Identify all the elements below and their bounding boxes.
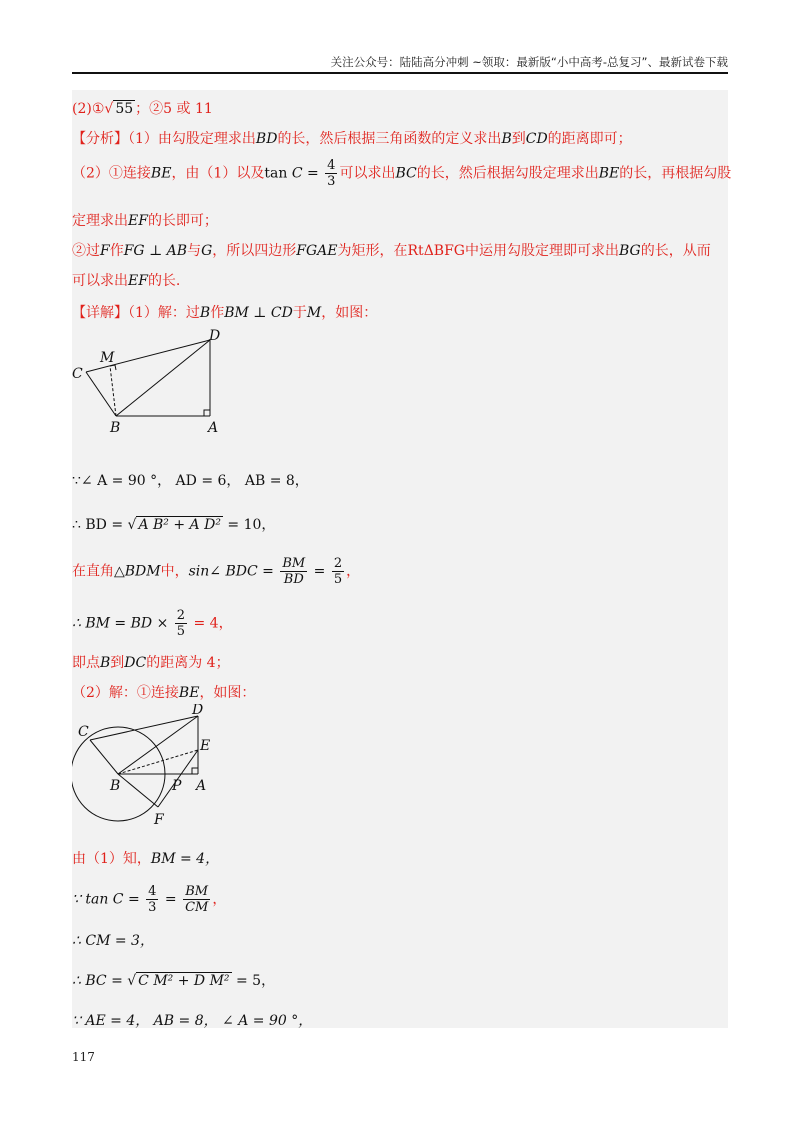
numerator: 4 xyxy=(327,158,336,173)
analysis-line-4 xyxy=(72,240,711,260)
text: （2）①连接 xyxy=(72,165,151,182)
math: EF xyxy=(128,273,148,289)
math: B xyxy=(100,655,111,671)
fig2-right-angle-a xyxy=(192,768,198,774)
step-9: ∴ CM = 3， xyxy=(72,933,154,949)
step-11: ∵ AE = 4， AB = 8， ∠ A = 90 °， xyxy=(72,1013,313,1029)
text: 的长，然后根据勾股定理求出 xyxy=(416,165,599,182)
denominator: CM xyxy=(185,900,209,915)
math: C xyxy=(291,165,303,182)
text: （1）解：过 xyxy=(128,305,200,321)
denominator: 3 xyxy=(148,900,157,915)
step-2: ∴ BD = √ A B² + A D² = 10， xyxy=(72,517,276,533)
fraction xyxy=(325,158,337,189)
header-rule xyxy=(72,72,728,74)
sqrt-content: A B² + A D² xyxy=(138,517,221,533)
text: 的长. xyxy=(147,273,181,289)
math: BG xyxy=(618,243,641,259)
step-4 xyxy=(72,608,233,639)
text: 的长即可； xyxy=(147,213,218,229)
math: FGAE xyxy=(296,243,338,259)
numerator: 2 xyxy=(176,608,186,623)
answer-sqrt-value: 55 xyxy=(115,101,134,117)
step-3 xyxy=(72,556,360,587)
text: 由（1）知， xyxy=(72,851,151,867)
math: ∵ tan C = xyxy=(72,891,145,908)
text: 在直角 xyxy=(72,563,114,580)
text: ∴ BD = xyxy=(72,517,128,533)
math: F xyxy=(100,243,110,259)
text: = 5， xyxy=(231,973,276,989)
text: 的距离即可； xyxy=(547,131,632,147)
fig2-label-d: D xyxy=(192,704,204,718)
text: 可以求出 xyxy=(72,273,128,289)
text: ，如图： xyxy=(321,305,378,321)
step-8 xyxy=(72,884,226,915)
fraction xyxy=(146,884,158,915)
step-1: ∵∠ A = 90 °， AD = 6， AB = 8， xyxy=(72,473,309,489)
page-number: 117 xyxy=(72,1050,95,1064)
step-10: ∴ BC = √ C M² + D M² = 5， xyxy=(72,973,276,989)
math: tan xyxy=(264,165,288,182)
analysis-line-3 xyxy=(72,210,218,230)
text: （1）由勾股定理求出 xyxy=(128,131,256,147)
text: 的长，再根据勾股 xyxy=(619,165,732,182)
math: B xyxy=(199,305,211,321)
fraction xyxy=(280,556,307,587)
numerator: BM xyxy=(183,884,210,900)
text: = 10， xyxy=(222,517,276,533)
detail-tag: 【详解】 xyxy=(72,305,128,321)
step-7 xyxy=(72,848,219,868)
text: 作 xyxy=(210,305,225,321)
text: 的长，然后根据三角函数的定义求出 xyxy=(277,131,502,147)
math: BC xyxy=(395,165,417,182)
math: B xyxy=(501,131,512,147)
text: 可以求出 xyxy=(339,165,396,182)
math: BM ⊥ CD xyxy=(224,305,293,321)
denominator: 5 xyxy=(333,572,343,587)
fig1-label-b: B xyxy=(110,420,121,436)
numerator: 4 xyxy=(148,884,157,899)
fraction xyxy=(332,556,344,587)
sqrt-content: C M² + D M² xyxy=(138,973,230,989)
math: G xyxy=(201,243,213,259)
figure-1-trapezoid xyxy=(72,328,252,436)
text: ， xyxy=(346,563,361,580)
page-header: 关注公众号：陆陆高分冲刺 ~领取：最新版“小中高考-总复习”、最新试卷下载 xyxy=(330,55,728,69)
math: sin∠ BDC = xyxy=(188,563,279,580)
fraction xyxy=(175,608,187,639)
sqrt-symbol: √ xyxy=(104,101,114,117)
math: BE xyxy=(150,165,172,182)
fig2-label-a: A xyxy=(196,778,207,794)
denominator: BD xyxy=(283,572,304,587)
text: 中， xyxy=(160,563,189,580)
fig1-line-bd xyxy=(116,340,210,416)
text: 作 xyxy=(109,243,124,259)
text: 于 xyxy=(292,305,307,321)
math: ΔBFG xyxy=(423,243,465,259)
denominator: 3 xyxy=(327,174,336,189)
fig1-label-m: M xyxy=(100,350,115,366)
fraction xyxy=(183,884,210,915)
text: （2）解：①连接 xyxy=(72,685,179,701)
fig2-label-p: P xyxy=(172,778,182,794)
text: 中运用勾股定理即可求出 xyxy=(464,243,619,259)
text: ，如图： xyxy=(199,685,256,701)
text: 的长，从而 xyxy=(640,243,711,259)
numerator: BM xyxy=(282,556,306,571)
text: = 4， xyxy=(189,615,233,632)
figure-2-circle xyxy=(72,704,252,840)
fig1-label-a: A xyxy=(208,420,219,436)
fig1-label-c: C xyxy=(72,366,83,382)
text: 为矩形，在Rt xyxy=(337,243,424,259)
analysis-line-1 xyxy=(72,128,632,148)
analysis-line-2 xyxy=(72,158,731,189)
answer-rest: ；②5 或 11 xyxy=(135,101,213,117)
text: 到 xyxy=(511,131,526,147)
math: △BDM xyxy=(114,563,161,580)
math: = xyxy=(302,165,324,182)
text: ，所以四边形 xyxy=(212,243,297,259)
math: FG ⊥ AB xyxy=(123,243,188,259)
text: 与 xyxy=(187,243,202,259)
fig2-label-f: F xyxy=(154,812,164,828)
math: M xyxy=(306,305,322,321)
math: = xyxy=(160,891,182,908)
text: 到 xyxy=(110,655,125,671)
denominator: 5 xyxy=(176,624,186,639)
step-6 xyxy=(72,682,255,702)
math: DC xyxy=(124,655,147,671)
math: EF xyxy=(128,213,148,229)
solution-content xyxy=(72,90,732,1029)
fig2-label-e: E xyxy=(200,738,211,754)
fig2-line-cb xyxy=(90,740,118,774)
math: BM = 4， xyxy=(150,851,220,867)
math: ∴ BM = BD × xyxy=(72,615,173,632)
fig1-right-angle-a xyxy=(204,410,210,416)
math: CD xyxy=(525,131,548,147)
fig2-line-bf xyxy=(118,774,158,807)
text: 的距离为 4； xyxy=(146,655,230,671)
math: = xyxy=(309,563,330,580)
math: BE xyxy=(598,165,620,182)
detail-line xyxy=(72,302,377,322)
math: ∴ BC = xyxy=(72,973,128,989)
fig2-label-c: C xyxy=(78,724,89,740)
numerator: 2 xyxy=(333,556,343,571)
text: ， xyxy=(212,891,227,908)
step-5 xyxy=(72,652,230,672)
text: 即点 xyxy=(72,655,100,671)
fig2-line-be xyxy=(118,750,198,774)
math: BE xyxy=(178,685,200,701)
answer-line xyxy=(72,98,213,118)
text: ②过 xyxy=(72,243,100,259)
fig2-label-b: B xyxy=(110,778,121,794)
fig1-label-d: D xyxy=(209,328,221,344)
answer-prefix: (2)① xyxy=(72,101,105,117)
analysis-line-5 xyxy=(72,270,180,290)
math: BD xyxy=(255,131,278,147)
text: ，由（1）以及 xyxy=(171,165,265,182)
analysis-tag: 【分析】 xyxy=(72,131,128,147)
text: 定理求出 xyxy=(72,213,128,229)
